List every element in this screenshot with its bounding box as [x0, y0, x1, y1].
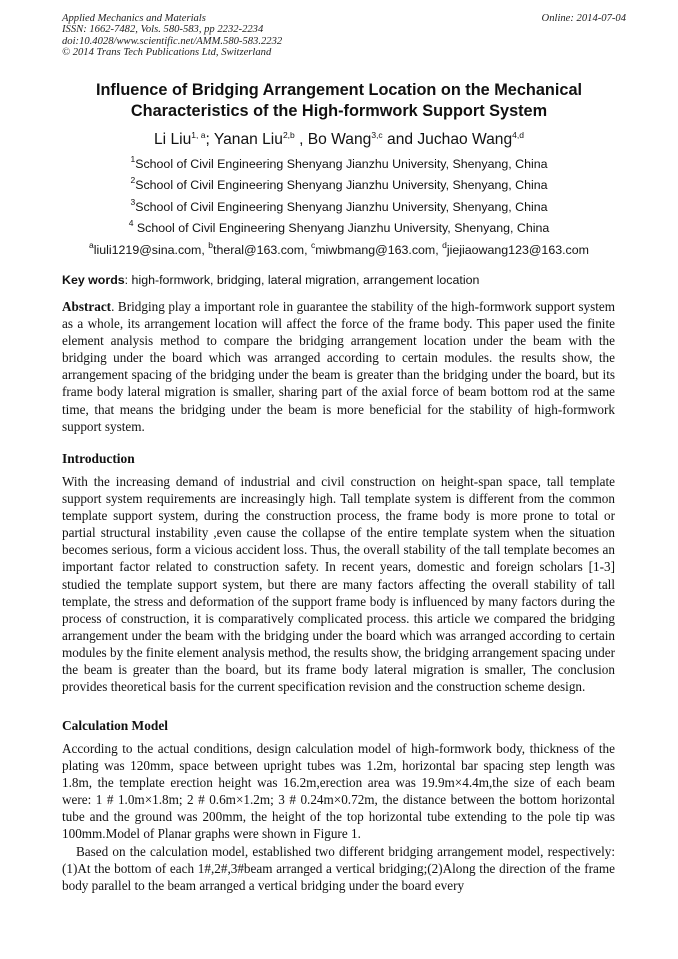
affiliation-text: School of Civil Engineering Shenyang Jianzhu University, Shenyang, China — [135, 157, 548, 171]
affiliation-text: School of Civil Engineering Shenyang Jianzhu University, Shenyang, China — [135, 200, 548, 214]
author-name: Yanan Liu — [213, 131, 283, 148]
paper-title — [40, 80, 638, 122]
affiliation-sup: 3 — [130, 197, 136, 207]
calculation-model-body — [62, 740, 615, 894]
email-sup: b — [208, 240, 213, 250]
author-emails — [40, 242, 638, 258]
journal-name: Applied Mechanics and Materials — [62, 13, 206, 24]
online-date: Online: 2014-07-04 — [541, 13, 626, 24]
author-sup: 2,b — [282, 130, 295, 140]
affiliation-sup: 4 — [128, 218, 134, 228]
section-heading-introduction: Introduction — [62, 451, 135, 466]
author-sup: 3,c — [371, 130, 383, 140]
introduction-body — [62, 473, 615, 695]
affiliation-text: School of Civil Engineering Shenyang Jianzhu University, Shenyang, China — [135, 178, 548, 192]
keywords — [62, 272, 479, 288]
author-name: Bo Wang — [307, 131, 372, 148]
affiliation — [40, 177, 638, 193]
title-line-1: Influence of Bridging Arrangement Location on the Mechanical — [95, 81, 583, 99]
email-sup: c — [310, 240, 316, 250]
email-sup: d — [442, 240, 447, 250]
title-line-2: Characteristics of the High-formwork Support System — [130, 102, 548, 120]
paragraph: According to the actual conditions, design calculation model of high-formwork body, thickness of the plating was 120mm, space between upright tubes was 1.2m, horizontal bar spacing step length was 1.8m, the template erection height was 16.2m,erection area was 19.9m×4.4m,the size of each beam were: 1 # 1.0m×1.8m; 2 # 0.6m×1.2m; 3 # 0.24m×0.72m, the distance between the bottom horizontal tube and the ground was 200mm, the height of the top horizontal tube extending to the pole tip was 100mm.Model of Planar graphs were shown in Figure 1. — [62, 741, 615, 842]
abstract-label: Abstract — [62, 299, 112, 314]
issn-line: ISSN: 1662-7482, Vols. 580-583, pp 2232-2234 — [62, 24, 264, 36]
author-separator: , — [294, 131, 308, 148]
author-name: Li Liu — [154, 131, 192, 148]
author-list — [40, 130, 638, 150]
affiliation — [40, 220, 638, 236]
paragraph: With the increasing demand of industrial and civil construction on height-span space, tall template support system requirements are increasingly high. Tall template system is different from the common template support system, during the construction process, the frame body is more prone to total or partial structural instability ,even cause the collapse of the entire template system when the situation becomes serious, form a vicious accident loss. Thus, the overall stability of the tall template becomes an important factor related to construction safety. In recent years, domestic and foreign scholars [1-3] studied the template support system, but there are many factors affecting the overall stability of tall template, the stress and deformation of the support frame body is influenced by many factors during the process of construction, it is comparatively complicated process. this article we compared the bridging arrangement under the beam with the bridging under the board which was arranged according to certain modules by the finite element analysis method, the results show, the bridging arrangement spacing under the beam is greater than the board, but its frame body lateral migration is smaller, The conclusion provides theoretical basis for the current specification revision and the construction scheme design. — [62, 474, 615, 695]
email-sup: a — [89, 240, 94, 250]
author-sup: 4,d — [512, 130, 524, 140]
affiliation-text: School of Civil Engineering Shenyang Jianzhu University, Shenyang, China — [133, 221, 550, 235]
paragraph: Based on the calculation model, established two different bridging arrangement model, respectively: (1)At the bottom of each 1#,2#,3#beam arranged a vertical bridging;(2)Along the direction of the frame body parallel to the beam arranged a vertical bridging under the board every — [62, 843, 615, 893]
author-separator: ; — [205, 131, 214, 148]
keywords-label: Key words — [62, 273, 125, 287]
doi-line: doi:10.4028/www.scientific.net/AMM.580-583.2232 — [62, 35, 283, 47]
author-separator: and — [382, 131, 418, 148]
copyright-line: © 2014 Trans Tech Publications Ltd, Switzerland — [62, 47, 272, 59]
affiliation — [40, 156, 638, 172]
keywords-text: : high-formwork, bridging, lateral migration, arrangement location — [124, 273, 480, 287]
affiliation — [40, 199, 638, 215]
affiliation-sup: 2 — [130, 175, 136, 185]
author-name: Juchao Wang — [417, 131, 513, 148]
abstract-text: . Bridging play a important role in guarantee the stability of the high-formwork support system as a whole, its arrangement location will affect the force of the frame body. This paper used the finite element analysis method to compare the bridging arrangement location under the beam with the bridging under the board which was arranged according to certain modules. the results show, the arrangement spacing of the bridging under the beam is greater than the bridging under the board, but its frame body lateral migration is smaller, sharing part of the axial force of beam bottom rod at the same time, that means the bridging under the beam is more beneficial for the stability of high-formwork support system. — [62, 299, 615, 434]
section-heading-calculation-model: Calculation Model — [62, 718, 169, 733]
email-link[interactable]: theral@163.com, — [213, 243, 311, 257]
abstract — [62, 298, 615, 435]
affiliation-sup: 1 — [130, 154, 136, 164]
email-link[interactable]: liuli1219@sina.com, — [93, 243, 209, 257]
journal-header — [62, 13, 282, 59]
email-link[interactable]: miwbmang@163.com, — [315, 243, 443, 257]
author-sup: 1, a — [191, 130, 206, 140]
email-link[interactable]: jiejiaowang123@163.com — [446, 243, 589, 257]
